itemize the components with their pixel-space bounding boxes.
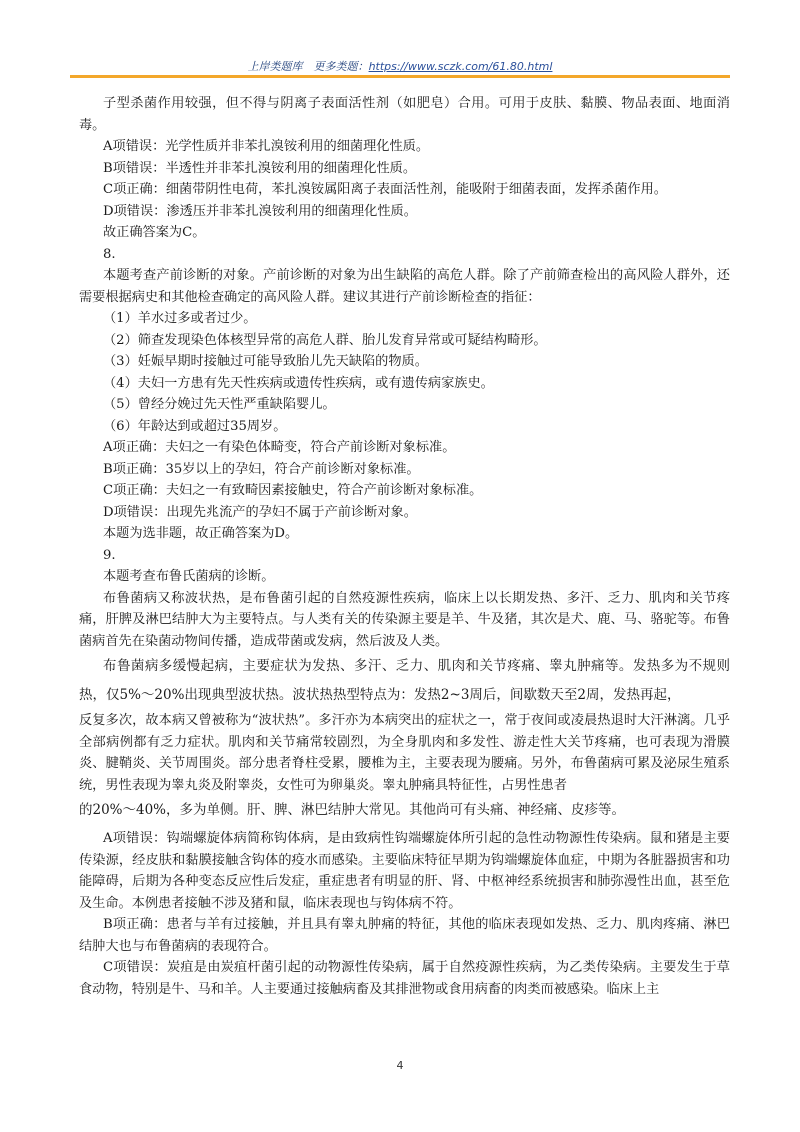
list-item: （3）妊娠早期时接触过可能导致胎儿先天缺陷的物质。 [103,354,428,369]
header-label: 上岸类题库 更多类题： [247,60,369,73]
paragraph: C项错误：炭疽是由炭疽杆菌引起的动物源性传染病，属于自然疫源性疾病，为乙类传染病。主要发生于草食动物，特别是牛、马和羊。人主要通过接触病畜及其排泄物或食用病畜的肉类而被感染。临床上主 [79,960,730,997]
page-number: 4 [396,1059,404,1072]
paragraph: B项错误：半透性并非苯扎溴铵利用的细菌理化性质。 [103,160,417,176]
paragraph: 布鲁菌病多缓慢起病，主要症状为发热、多汗、乏力、肌肉和关节疼痛、睾丸肿痛等。发热多为不规则热，仅5%～20%出现典型波状热。波状热热型特点为：发热2~3周后，间歇数天至2周，发热再起， [79,658,730,703]
paragraph: D项错误：渗透压并非苯扎溴铵利用的细菌理化性质。 [103,203,417,219]
paragraph: 的20%～40%，多为单侧。肝、脾、淋巴结肿大常见。其他尚可有头痛、神经痛、皮疹等。 [79,802,626,818]
list-item: （1）羊水过多或者过少。 [103,311,257,326]
list-item: （2）筛查发现染色体核型异常的高危人群、胎儿发育异常或可疑结构畸形。 [103,332,547,348]
paragraph: B项正确：35岁以上的孕妇，符合产前诊断对象标准。 [103,461,420,477]
paragraph: D项错误：出现先兆流产的孕妇不属于产前诊断对象。 [103,504,417,520]
paragraph: 本题考查产前诊断的对象。产前诊断的对象为出生缺陷的高危人群。除了产前筛查检出的高风险人群外，还需要根据病史和其他检查确定的高风险人群。建议其进行产前诊断检查的指征： [79,268,730,305]
paragraph: A项错误：钩端螺旋体病简称钩体病，是由致病性钩端螺旋体所引起的急性动物源性传染病。鼠和猪是主要传染源，经皮肤和黏膜接触含钩体的疫水而感染。主要临床特征早期为钩端螺旋体血症，中期为各脏器损害和功能障碍，后期为各种变态反应性后发症，重症患者有明显的肝、肾、中枢神经系统损害和肺弥漫性出血，甚至危及生命。本例患者接触不涉及猪和鼠，临床表现也与钩体病不符。 [79,831,730,911]
paragraph: 本题考查布鲁氏菌病的诊断。 [103,569,275,584]
paragraph: 子型杀菌作用较强，但不得与阴离子表面活性剂（如肥皂）合用。可用于皮肤、黏膜、物品表面、地面消毒。 [79,96,730,133]
list-item: （4）夫妇一方患有先天性疾病或遗传性疾病，或有遗传病家族史。 [103,375,494,391]
paragraph: 本题为选非题，故正确答案为D。 [103,526,299,541]
question-number: 8. [103,246,116,262]
header-divider [70,75,730,78]
paragraph: A项正确：夫妇之一有染色体畸变，符合产前诊断对象标准。 [103,440,456,455]
paragraph: A项错误：光学性质并非苯扎溴铵利用的细菌理化性质。 [103,139,430,154]
page-header [70,52,730,78]
list-item: （5）曾经分娩过先天性严重缺陷婴儿。 [103,397,336,412]
document-body [79,93,730,1000]
question-number: 9. [103,547,116,563]
paragraph: C项正确：细菌带阴性电荷，苯扎溴铵属阳离子表面活性剂，能吸附于细菌表面，发挥杀菌作用。 [103,182,667,197]
paragraph: 故正确答案为C。 [103,225,206,240]
header-link[interactable]: https://www.sczk.com/61.80.html [368,60,553,73]
paragraph: B项正确：患者与羊有过接触，并且具有睾丸肿痛的特征，其他的临床表现如发热、乏力、肌肉疼痛、淋巴结肿大也与布鲁菌病的表现符合。 [79,917,730,954]
list-item: （6）年龄达到或超过35周岁。 [103,418,287,434]
header-text [70,58,730,74]
paragraph: C项正确：夫妇之一有致畸因素接触史，符合产前诊断对象标准。 [103,483,483,498]
paragraph: 布鲁菌病又称波状热，是布鲁菌引起的自然疫源性疾病，临床上以长期发热、多汗、乏力、肌肉和关节疼痛，肝脾及淋巴结肿大为主要特点。与人类有关的传染源主要是羊、牛及猪，其次是犬、鹿、马、骆驼等。布鲁菌病首先在染菌动物间传播，造成带菌或发病，然后波及人类。 [79,590,730,649]
paragraph: 反复多次，故本病又曾被称为“波状热”。多汗亦为本病突出的症状之一，常于夜间或凌晨热退时大汗淋漓。几乎全部病例都有乏力症状。肌肉和关节痛常较剧烈，为全身肌肉和多发性、游走性大关节疼痛，也可表现为滑膜炎、腱鞘炎、关节周围炎。部分患者脊柱受累，腰椎为主，主要表现为腰痛。另外，布鲁菌病可累及泌尿生殖系统，男性表现为睾丸炎及附睾炎，女性可为卵巢炎。睾丸肿痛具特征性，占男性患者 [79,713,730,793]
